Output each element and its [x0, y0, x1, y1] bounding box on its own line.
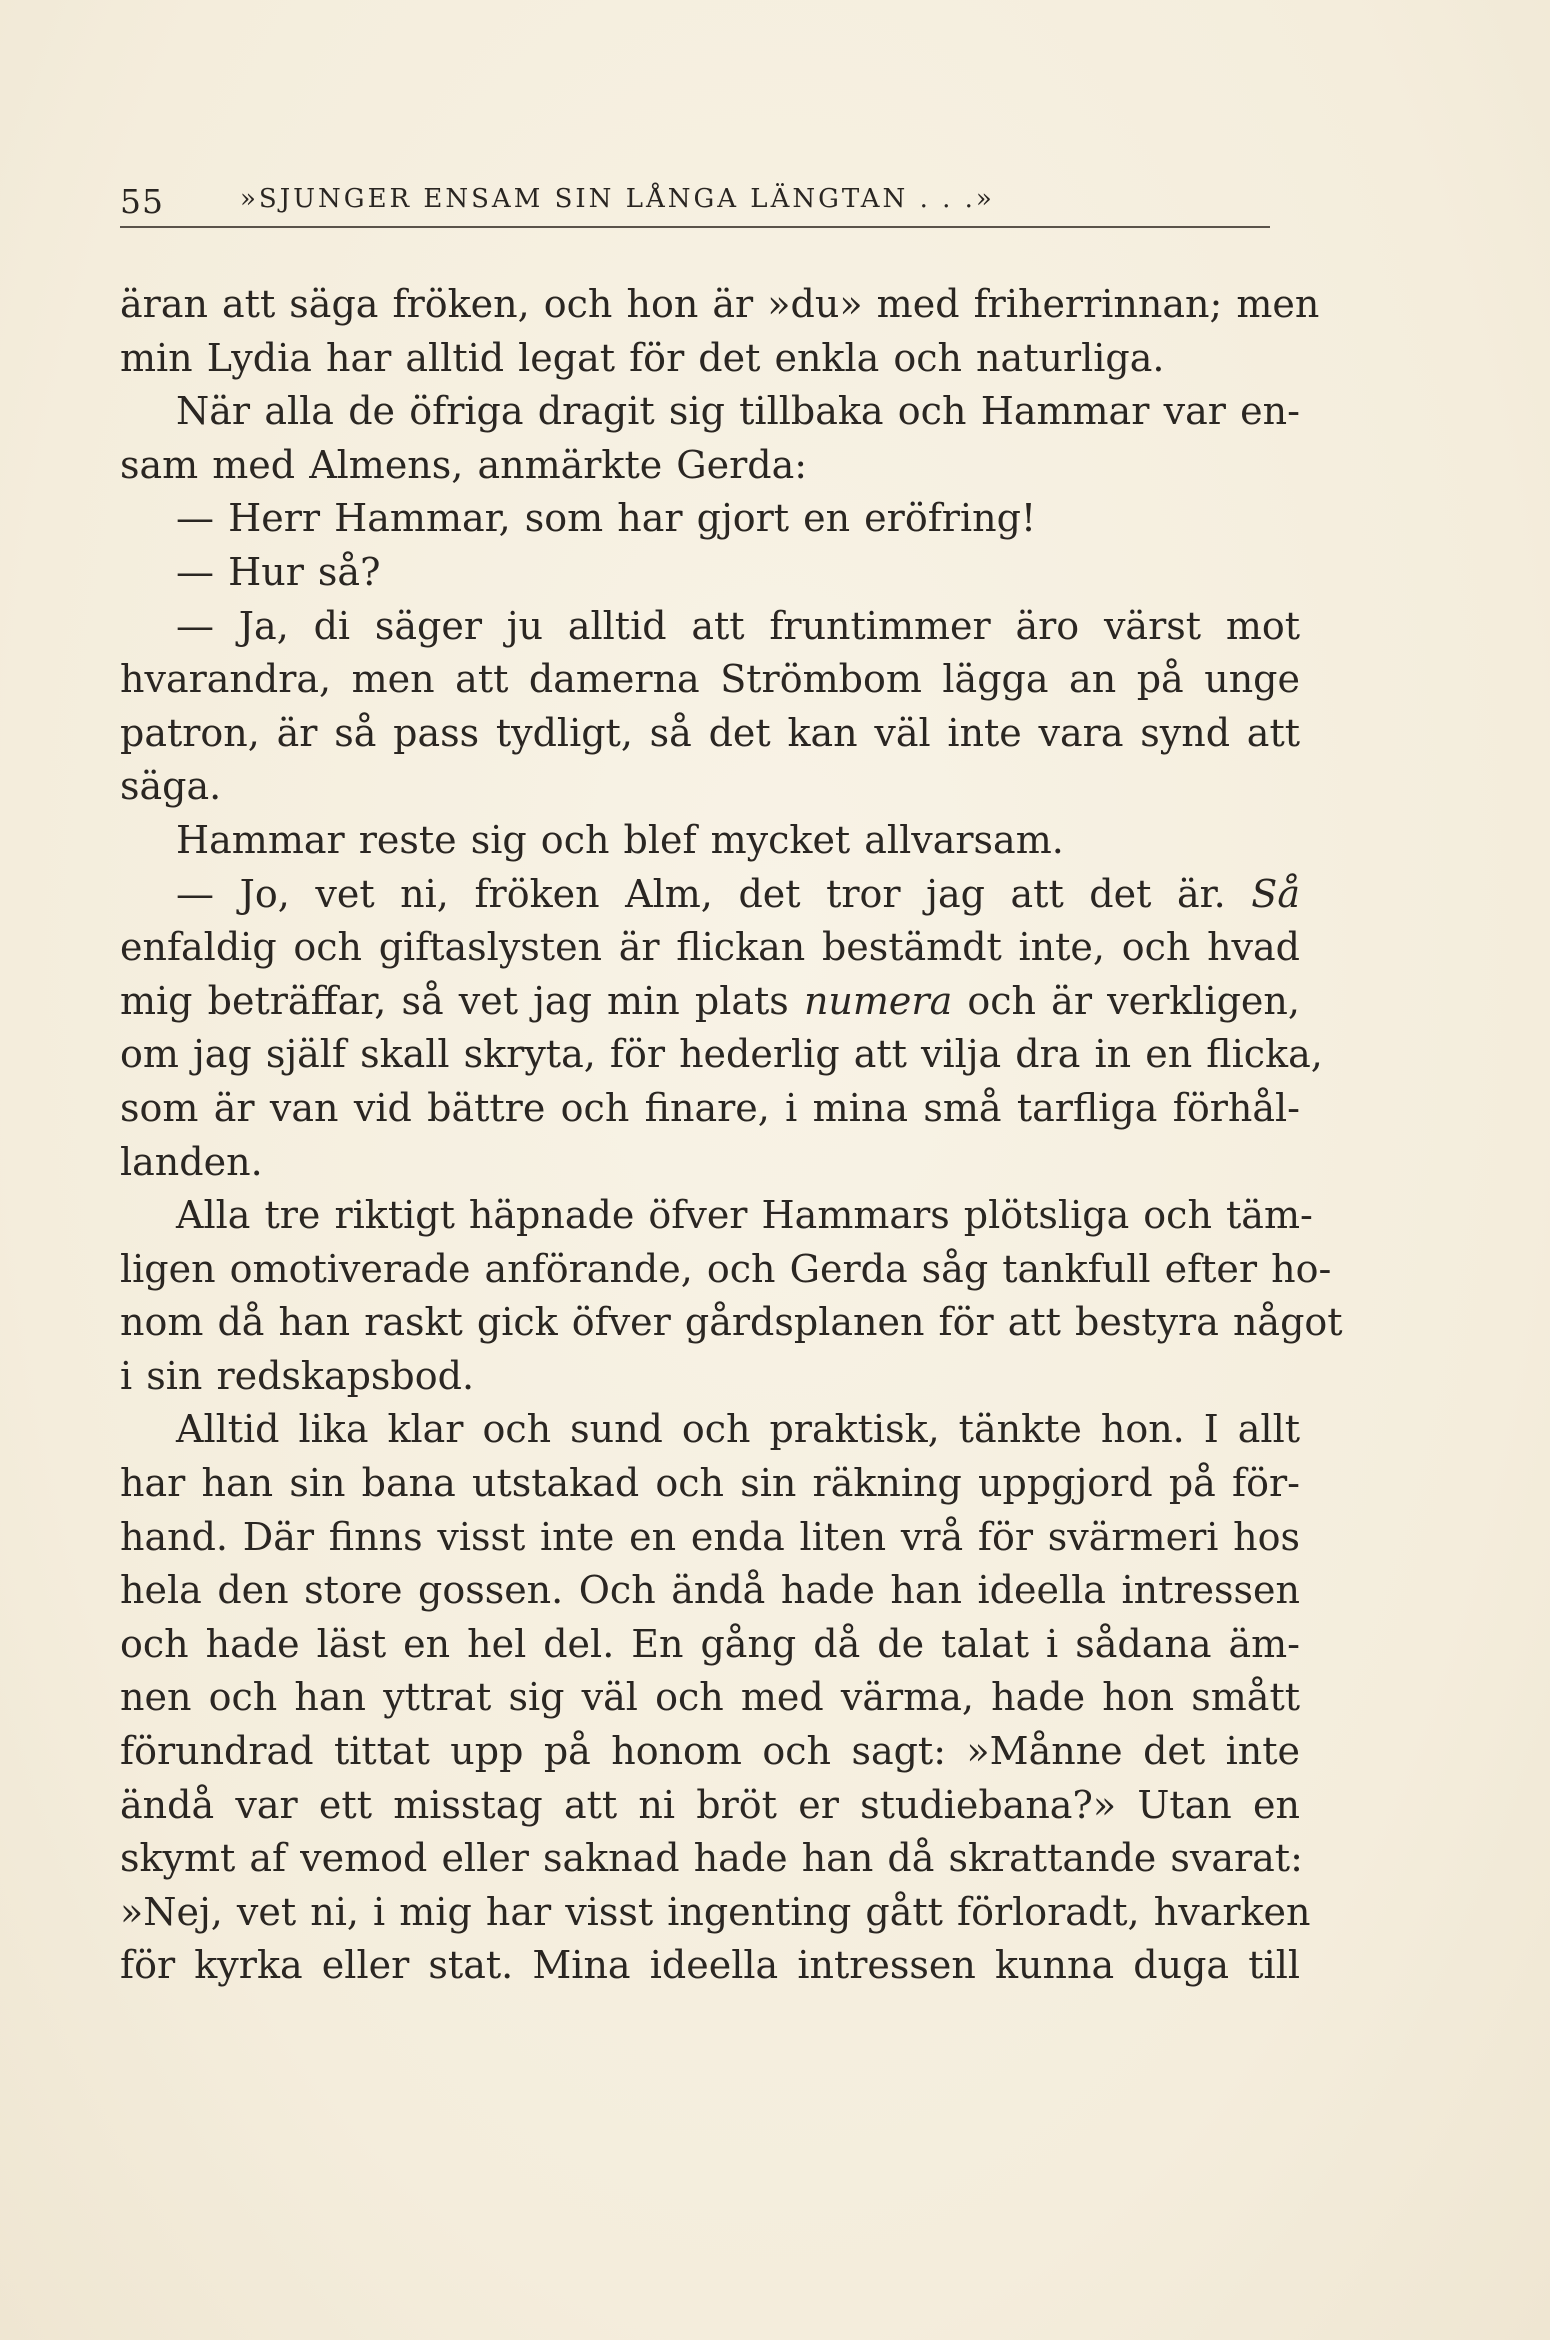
text-line: som är van vid bättre och finare, i mina små tarfliga förhål-	[120, 1085, 1300, 1130]
text-line: hand. Där finns visst inte en enda liten vrå för svärmeri hos	[120, 1514, 1300, 1559]
text-line: skymt af vemod eller saknad hade han då skrattande svarat:	[120, 1836, 1303, 1881]
text-line: ligen omotiverade anförande, och Gerda såg tankfull efter ho-	[120, 1246, 1332, 1291]
page-number: 55	[120, 182, 164, 221]
text-line: patron, är så pass tydligt, så det kan väl inte vara synd att	[120, 710, 1300, 755]
text-line: nom då han raskt gick öfver gårdsplanen för att bestyra något	[120, 1300, 1343, 1345]
running-head-title: »SJUNGER ENSAM SIN LÅNGA LÄNGTAN . . .»	[240, 184, 995, 214]
text-line: för kyrka eller stat. Mina ideella intressen kunna duga till	[120, 1943, 1300, 1988]
text-line: i sin redskapsbod.	[120, 1353, 475, 1398]
text-segment: mig beträffar, så vet jag min plats	[120, 978, 789, 1023]
text-line: Alla tre riktigt häpnade öfver Hammars plötsliga och täm-	[176, 1193, 1313, 1238]
text-line: hela den store gossen. Och ändå hade han ideella intressen	[120, 1568, 1300, 1613]
text-line	[120, 975, 1300, 1029]
text-line: säga.	[120, 764, 222, 809]
text-line: har han sin bana utstakad och sin räkning uppgjord på för-	[120, 1461, 1300, 1506]
text-line: sam med Almens, anmärkte Gerda:	[120, 442, 808, 487]
text-line: landen.	[120, 1139, 263, 1184]
italic-word: Så	[1251, 871, 1300, 916]
text-line: och hade läst en hel del. En gång då de talat i sådana äm-	[120, 1621, 1300, 1666]
text-segment: — Jo, vet ni, fröken Alm, det tror jag att det är.	[176, 871, 1226, 916]
text-line: Hammar reste sig och blef mycket allvarsam.	[176, 817, 1064, 862]
dialogue-line: — Ja, di säger ju alltid att fruntimmer äro värst mot	[176, 603, 1300, 648]
dialogue-line	[120, 868, 1300, 922]
text-line: förundrad tittat upp på honom och sagt: »Månne det inte	[120, 1729, 1300, 1774]
text-line: ändå var ett misstag att ni bröt er studiebana?» Utan en	[120, 1782, 1300, 1827]
text-line: När alla de öfriga dragit sig tillbaka och Hammar var en-	[176, 389, 1300, 434]
text-line: hvarandra, men att damerna Strömbom lägga an på unge	[120, 657, 1300, 702]
dialogue-line: — Herr Hammar, som har gjort en eröfring!	[176, 496, 1037, 541]
text-line: enfaldig och giftaslysten är flickan bestämdt inte, och hvad	[120, 925, 1300, 970]
running-head	[120, 176, 1270, 228]
text-line: nen och han yttrat sig väl och med värma, hade hon smått	[120, 1675, 1300, 1720]
text-line: min Lydia har alltid legat för det enkla och naturliga.	[120, 335, 1165, 380]
text-line: äran att säga fröken, och hon är »du» med friherrinnan; men	[120, 282, 1320, 326]
dialogue-line: — Hur så?	[176, 549, 381, 594]
text-line: »Nej, vet ni, i mig har visst ingenting gått förloradt, hvarken	[120, 1889, 1311, 1934]
text-line: om jag själf skall skryta, för hederlig att vilja dra in en flicka,	[120, 1032, 1323, 1077]
body-text	[120, 278, 1343, 1993]
text-line: Alltid lika klar och sund och praktisk, tänkte hon. I allt	[176, 1407, 1300, 1452]
text-segment: och är verkligen,	[967, 978, 1300, 1023]
italic-word: numera	[803, 978, 953, 1023]
